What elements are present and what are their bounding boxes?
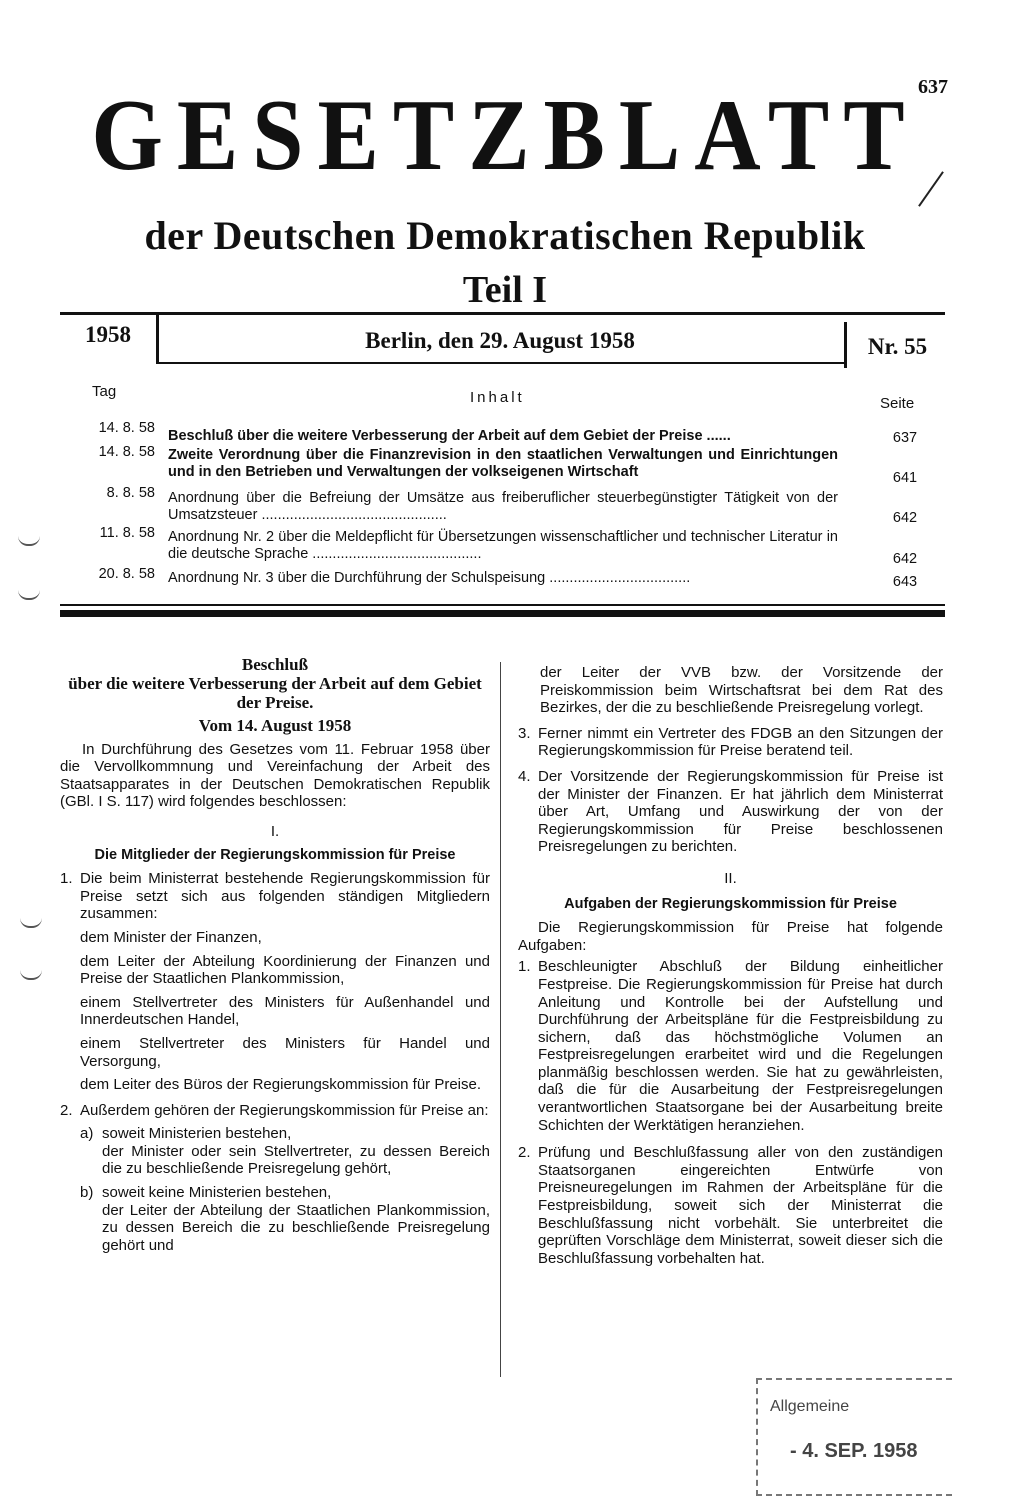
sub-item-text: soweit Ministerien bestehen, bbox=[102, 1125, 292, 1143]
list-item bbox=[60, 1102, 490, 1120]
margin-tick-mark bbox=[20, 970, 42, 980]
toc-entry-date: 14. 8. 58 bbox=[98, 420, 155, 436]
margin-tick-mark bbox=[18, 590, 40, 600]
member-entry: dem Leiter des Büros der Regierungskommission für Preise. bbox=[80, 1076, 482, 1094]
column-divider bbox=[500, 662, 501, 1377]
sub-item-continuation: der Minister oder sein Stellvertreter, zu dessen Bereich die zu beschließende Preisregelung gehört, bbox=[102, 1142, 490, 1178]
toc-entry-page: 641 bbox=[892, 470, 918, 486]
toc-entry-page: 637 bbox=[892, 430, 918, 446]
toc-bottom-rule-thin bbox=[60, 604, 945, 606]
list-item bbox=[518, 958, 943, 1134]
item-text: Der Vorsitzende der Regierungskommission für Preise ist der Minister der Finanzen. Er hat jährlich dem Ministerrat über Art, Umfang und Auswirkung der von der Regierungskommission für Preise beschlossenen Preisregelungen zu berichten. bbox=[538, 767, 943, 856]
decision-intro: In Durchführung des Gesetzes vom 11. Februar 1958 über die Vervollkommnung und Vereinfachung der Arbeit des Staatsapparates in der Deutschen Demokratischen Republik (GBl. I S. 117) wird folgendes beschlossen: bbox=[60, 740, 490, 811]
item-text: Ferner nimmt ein Vertreter des FDGB an den Sitzungen der Regierungskommission für Preise beratend teil. bbox=[538, 724, 943, 760]
decision-title: Beschluß bbox=[241, 655, 309, 674]
toc-entry-page: 642 bbox=[892, 510, 918, 526]
item-text: Prüfung und Beschlußfassung aller von den zuständigen Staatsorganen eingereichten Entwürfe von Preisneuregelungen im Rahmen der Arbeitspläne für die Festpreisbildung, soweit sich der Ministerrat die Beschlußfassung nicht vorbehält. Sie unterbreitet die geprüften Vorschläge dem Ministerrat, soweit dieser sich die Beschlußfassung vorbehalten hat. bbox=[538, 1144, 943, 1267]
sub-item-label: b) bbox=[80, 1184, 94, 1202]
section-intro: Die Regierungskommission für Preise hat folgende Aufgaben: bbox=[518, 919, 943, 954]
sub-item-text: soweit keine Ministerien bestehen, bbox=[102, 1184, 332, 1202]
decision-date: Vom 14. August 1958 bbox=[198, 716, 352, 735]
toc-entry-date: 11. 8. 58 bbox=[99, 525, 155, 541]
toc-bottom-rule-thick bbox=[60, 610, 945, 617]
toc-header-day: Tag bbox=[92, 383, 117, 400]
item-text: Außerdem gehören der Regierungskommission für Preise an: bbox=[80, 1101, 489, 1119]
section-title: Die Mitglieder der Regierungskommission für Preise bbox=[94, 846, 456, 863]
left-column bbox=[60, 655, 490, 1254]
item-text: Die beim Ministerrat bestehende Regierungskommission für Preise setzt sich aus folgenden ständigen Mitgliedern zusammen: bbox=[80, 870, 490, 923]
sub-item-label: a) bbox=[80, 1125, 94, 1143]
right-column bbox=[518, 664, 943, 1267]
item-number: 1. bbox=[60, 870, 73, 888]
section-number: I. bbox=[270, 822, 280, 840]
item-number: 2. bbox=[518, 1144, 531, 1162]
toc-entry-title: Zweite Verordnung über die Finanzrevision in den staatlichen Verwaltungen und Einrichtungen und in den Betrieben und Verwaltungen der volkseigenen Wirtschaft bbox=[168, 447, 838, 480]
item-text: Beschleunigter Abschluß der Bildung einheitlicher Festpreise. Die Regierungskommission für Preise hat durch Anleitung und Kontrolle bei der Aufstellung und Durchführung der Arbeitspläne für die Festpreisbildung zu sichern, daß das höchstmögliche Volumen an Festpreisregelungen erarbeitet wird und die Regelungen planmäßig beschlossen werden. Sie hat zu gewährleisten, daß die für die Ausarbeitung der Festpreisregelungen verantwortlichen Staatsorgane bei der Ausarbeitung breite Schichten der Werktätigen heranziehen. bbox=[538, 958, 943, 1134]
list-item bbox=[518, 1144, 943, 1267]
toc-entry-title: Anordnung Nr. 3 über die Durchführung der Schulspeisung ................................... bbox=[168, 570, 691, 586]
item-number: 3. bbox=[518, 724, 531, 742]
list-item bbox=[60, 870, 490, 923]
part-label: Teil I bbox=[462, 269, 548, 311]
stamp-date: - 4. SEP. 1958 bbox=[790, 1440, 918, 1462]
toc-entry-page: 642 bbox=[892, 551, 918, 567]
continuation-text: der Leiter der VVB bzw. der Vorsitzende der Preiskommission beim Wirtschaftsrat bei dem Rat des Bezirkes, der die zu beschließende Preisregelung vorlegt. bbox=[540, 664, 943, 717]
toc-header-page: Seite bbox=[880, 395, 915, 412]
toc-entry-date: 20. 8. 58 bbox=[98, 566, 155, 582]
issue-year: 1958 bbox=[85, 322, 131, 347]
toc-entry-title: Anordnung über die Befreiung der Umsätze aus freiberuflicher steuerbegünstigter Tätigkeit von der Umsatzsteuer .............................................. bbox=[168, 490, 838, 523]
member-entry: einem Stellvertreter des Ministers für Handel und Versorgung, bbox=[80, 1034, 490, 1070]
member-entry: dem Minister der Finanzen, bbox=[80, 928, 262, 946]
margin-tick-mark bbox=[20, 918, 42, 928]
decision-subtitle: über die weitere Verbesserung der Arbeit auf dem Gebiet der Preise. bbox=[68, 674, 482, 712]
middle-rule bbox=[156, 362, 846, 364]
issue-number: Nr. 55 bbox=[867, 334, 928, 359]
toc-entry-date: 14. 8. 58 bbox=[98, 444, 155, 460]
sub-item bbox=[80, 1184, 490, 1202]
item-number: 2. bbox=[60, 1101, 73, 1119]
toc-entry-title: Beschluß über die weitere Verbesserung der Arbeit auf dem Gebiet der Preise ...... bbox=[168, 428, 731, 444]
page-number: 637 bbox=[918, 76, 948, 98]
margin-tick-mark bbox=[18, 536, 40, 546]
sub-item-continuation: der Leiter der Abteilung der Staatlichen Plankommission, zu dessen Bereich die zu beschließende Preisregelung gehört und bbox=[102, 1201, 490, 1254]
list-item bbox=[518, 768, 943, 856]
member-entry: dem Leiter der Abteilung Koordinierung der Finanzen und Preise der Staatlichen Plankommission, bbox=[80, 952, 490, 988]
item-number: 1. bbox=[518, 958, 531, 976]
section-number: II. bbox=[724, 869, 737, 887]
member-entry: einem Stellvertreter des Ministers für Außenhandel und Innerdeutschen Handel, bbox=[80, 993, 490, 1029]
masthead-subtitle: der Deutschen Demokratischen Republik bbox=[144, 213, 866, 258]
toc-header-content: Inhalt bbox=[470, 389, 525, 406]
top-rule bbox=[60, 312, 945, 315]
stamp-text: Allgemeine bbox=[770, 1398, 850, 1415]
toc-entry-date: 8. 8. 58 bbox=[106, 485, 155, 501]
section-title: Aufgaben der Regierungskommission für Preise bbox=[564, 895, 897, 912]
item-number: 4. bbox=[518, 767, 531, 785]
year-divider bbox=[156, 312, 159, 364]
place-date: Berlin, den 29. August 1958 bbox=[365, 328, 635, 353]
toc-entry-page: 643 bbox=[892, 574, 918, 590]
sub-item bbox=[80, 1125, 490, 1143]
toc-entry-title: Anordnung Nr. 2 über die Meldepflicht für Übersetzungen wissenschaftlicher und technischer Literatur in die deutsche Sprache .......................................... bbox=[168, 529, 838, 562]
masthead-title: GESETZBLATT bbox=[91, 78, 919, 192]
receipt-stamp bbox=[756, 1378, 952, 1496]
list-item bbox=[518, 725, 943, 760]
